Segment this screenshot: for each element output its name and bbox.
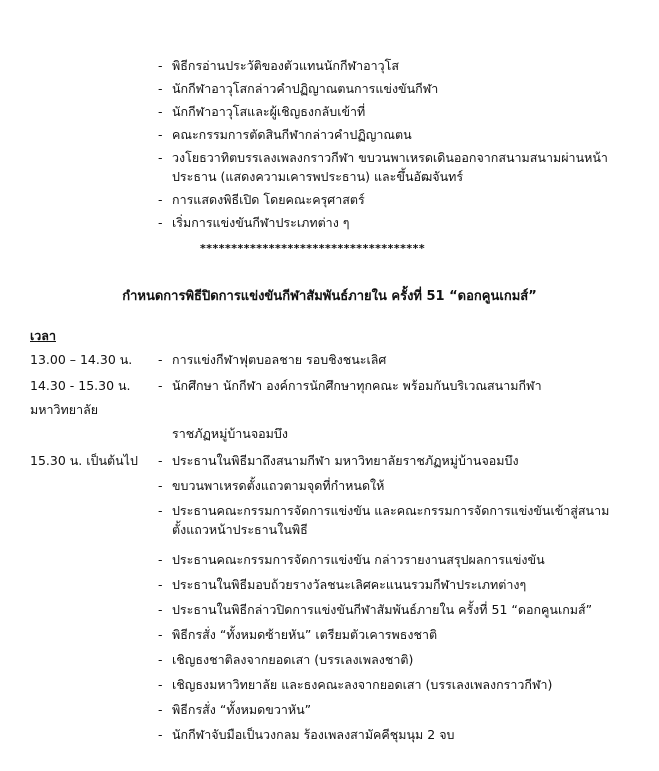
bullet-dash: -	[158, 727, 163, 742]
bullet-dash: -	[158, 478, 163, 493]
schedule-item-3-5: ประธานในพิธีมอบถ้วยรางวัลชนะเลิศคะแนนรวมกีฬาประเภทต่างๆ	[172, 577, 527, 592]
bullet-dash: -	[158, 503, 163, 518]
bullet-dash: -	[158, 702, 163, 717]
schedule-item-3-10: พิธีกรสั่ง “ทั้งหมดขวาหัน”	[172, 702, 312, 717]
schedule-item-3-7: พิธีกรสั่ง “ทั้งหมดซ้ายหัน” เตรียมตัวเคารพธงชาติ	[172, 627, 438, 642]
schedule-item-3-8: เชิญธงชาติลงจากยอดเสา (บรรเลงเพลงชาติ)	[172, 652, 414, 667]
schedule-item-3-1: ประธานในพิธีมาถึงสนามกีฬา มหาวิทยาลัยราชภัฏหมู่บ้านจอมบึง	[172, 453, 519, 468]
bullet-dash: -	[158, 104, 163, 119]
schedule-item-3-2: ขบวนพาเหรดตั้งแถวตามจุดที่กำหนดให้	[172, 478, 385, 493]
bullet-dash: -	[158, 627, 163, 642]
bullet-dash: -	[158, 677, 163, 692]
time-slot-2: 14.30 - 15.30 น.	[30, 378, 131, 393]
schedule-item-1: การแข่งกีฬาฟุตบอลชาย รอบชิงชนะเลิศ	[172, 352, 387, 367]
schedule-item-2-cont: มหาวิทยาลัย	[30, 402, 99, 417]
opening-item-4: คณะกรรมการตัดสินกีฬากล่าวคำปฏิญาณตน	[172, 127, 412, 142]
bullet-dash: -	[158, 378, 163, 393]
closing-title: กำหนดการพิธีปิดการแข่งขันกีฬาสัมพันธ์ภายใน ครั้งที่ 51 “ดอกคูนเกมส์”	[122, 289, 537, 304]
opening-item-2: นักกีฬาอาวุโสกล่าวคำปฏิญาณตนการแข่งขันกีฬา	[172, 81, 439, 96]
opening-item-6: การแสดงพิธีเปิด โดยคณะครุศาสตร์	[172, 192, 365, 207]
bullet-dash: -	[158, 58, 163, 73]
opening-item-3: นักกีฬาอาวุโสและผู้เชิญธงกลับเข้าที่	[172, 104, 366, 119]
schedule-item-3-6: ประธานในพิธีกล่าวปิดการแข่งขันกีฬาสัมพันธ์ภายใน ครั้งที่ 51 “ดอกคูนเกมส์”	[172, 602, 593, 617]
bullet-dash: -	[158, 215, 163, 230]
bullet-dash: -	[158, 150, 163, 165]
opening-item-5: วงโยธวาทิตบรรเลงเพลงกราวกีฬา ขบวนพาเหรดเดินออกจากสนามสนามผ่านหน้า	[172, 150, 608, 165]
schedule-item-2-cont2: ราชภัฏหมู่บ้านจอมบึง	[172, 426, 288, 441]
schedule-item-3-3: ประธานคณะกรรมการจัดการแข่งขัน และคณะกรรมการจัดการแข่งขันเข้าสู่สนาม	[172, 503, 610, 518]
bullet-dash: -	[158, 552, 163, 567]
bullet-dash: -	[158, 577, 163, 592]
opening-item-1: พิธีกรอ่านประวัติของตัวแทนนักกีฬาอาวุโส	[172, 58, 399, 73]
schedule-item-3-3-cont: ตั้งแถวหน้าประธานในพิธี	[172, 522, 308, 537]
time-heading: เวลา	[30, 328, 56, 343]
schedule-item-2: นักศึกษา นักกีฬา องค์การนักศึกษาทุกคณะ พร้อมกันบริเวณสนามกีฬา	[172, 378, 542, 393]
opening-item-5-cont: ประธาน (แสดงความเคารพประธาน) และขึ้นอัฒจันทร์	[172, 169, 464, 184]
opening-item-7: เริ่มการแข่งขันกีฬาประเภทต่าง ๆ	[172, 215, 350, 230]
bullet-dash: -	[158, 127, 163, 142]
bullet-dash: -	[158, 453, 163, 468]
schedule-item-3-9: เชิญธงมหาวิทยาลัย และธงคณะลงจากยอดเสา (บรรเลงเพลงกราวกีฬา)	[172, 677, 553, 692]
bullet-dash: -	[158, 602, 163, 617]
bullet-dash: -	[158, 81, 163, 96]
bullet-dash: -	[158, 652, 163, 667]
schedule-item-3-11: นักกีฬาจับมือเป็นวงกลม ร้องเพลงสามัคคีชุมนุม 2 จบ	[172, 727, 455, 742]
schedule-item-3-4: ประธานคณะกรรมการจัดการแข่งขัน กล่าวรายงานสรุปผลการแข่งขัน	[172, 552, 545, 567]
bullet-dash: -	[158, 352, 163, 367]
time-slot-3: 15.30 น. เป็นต้นไป	[30, 453, 138, 468]
time-slot-1: 13.00 – 14.30 น.	[30, 352, 133, 367]
separator-stars: ************************************	[200, 242, 426, 255]
bullet-dash: -	[158, 192, 163, 207]
